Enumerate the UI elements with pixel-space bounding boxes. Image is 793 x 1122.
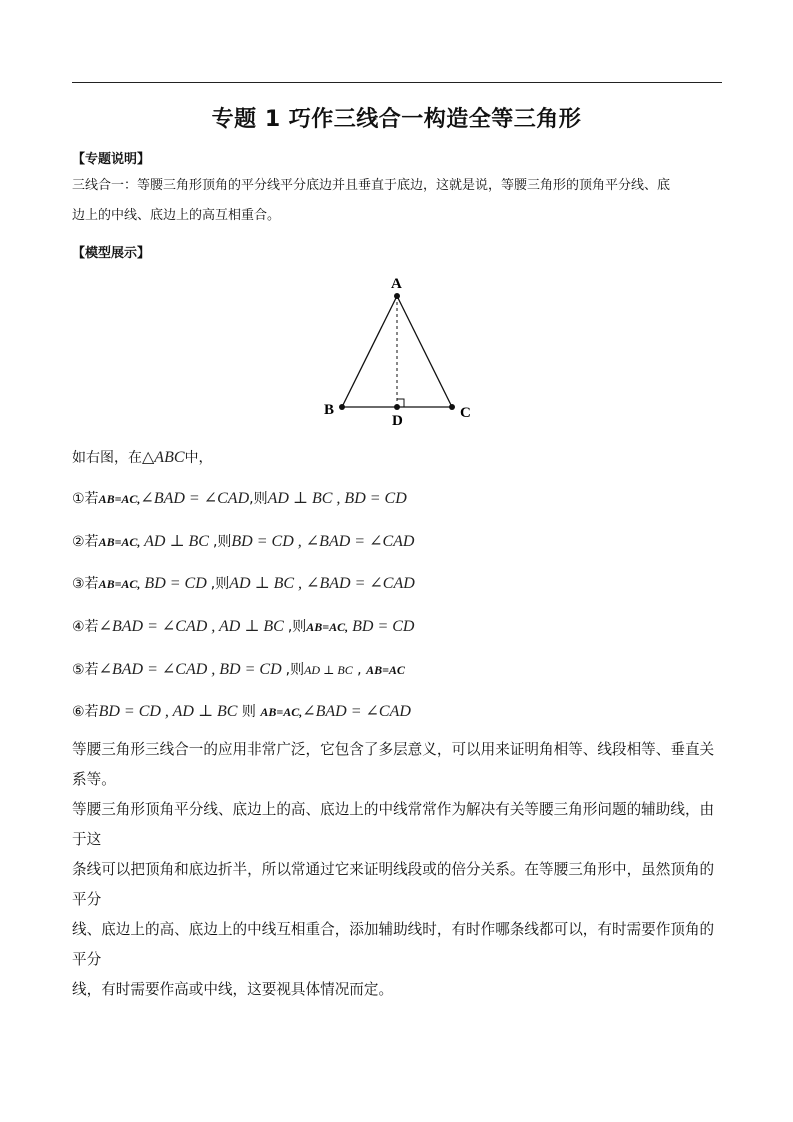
prop-conclusion-small-math: AD ⊥ BC [304, 663, 353, 677]
prop-condition-math: ∠BAD = ∠CAD , BD = CD [98, 661, 286, 678]
section-heading-description: 【专题说明】 [72, 152, 151, 167]
page-title: 专题 1 巧作三线合一构造全等三角形 [211, 107, 582, 132]
closing-paragraph [72, 735, 724, 1005]
description-line-1: 三线合一：等腰三角形顶角的平分线平分底边并且垂直于底边，这就是说，等腰三角形的顶角平分线、底 [72, 178, 671, 193]
prop-conclusion-math: BD = CD , ∠BAD = ∠CAD [231, 533, 415, 550]
description-paragraph [72, 171, 722, 231]
prop-condition-math: ∠BAD = ∠CAD [140, 490, 250, 507]
prop-condition-bold: AB=AC, [98, 535, 141, 549]
prop-condition-math: AD ⊥ BC [140, 533, 213, 550]
proposition-4 [72, 616, 414, 636]
prop-connector: ,则 [287, 619, 307, 635]
description-line-2: 边上的中线、底边上的高互相重合。 [72, 208, 281, 223]
prop-conclusion-math: ∠BAD = ∠CAD [302, 703, 411, 720]
point-d [394, 404, 400, 410]
section-heading-model: 【模型展示】 [72, 246, 151, 261]
closing-line-5: 线，有时需要作高或中线，这要视具体情况而定。 [72, 981, 394, 998]
proposition-1 [72, 488, 407, 508]
closing-line-1: 等腰三角形三线合一的应用非常广泛，它包含了多层意义，可以用来证明角相等、线段相等、垂直关系等。 [72, 741, 715, 788]
prop-connector: ,则 [212, 534, 232, 550]
label-d: D [392, 413, 403, 429]
intro-suffix: 中， [184, 450, 213, 466]
prop-conclusion-bold: AB=AC, [260, 705, 303, 719]
side-ac [397, 296, 452, 407]
prop-connector: ,则 [285, 662, 305, 678]
prop-conclusion-bold: AB=AC [366, 663, 405, 677]
prop-condition-bold: AB=AC, [98, 577, 141, 591]
proposition-5 [72, 659, 405, 679]
prop-connector: ,则 [249, 491, 268, 507]
point-b [339, 404, 345, 410]
prop-index: ①若 [72, 491, 99, 507]
closing-line-4: 线、底边上的高、底边上的中线互相重合，添加辅助线时，有时作哪条线都可以，有时需要作顶角的平分 [72, 921, 715, 968]
proposition-2 [72, 531, 414, 551]
prop-condition-math: BD = CD [140, 575, 211, 592]
proposition-3 [72, 573, 415, 593]
header-rule [72, 82, 722, 83]
prop-conclusion-bold: AB=AC, [306, 620, 349, 634]
label-c: C [460, 405, 471, 421]
point-a [394, 293, 400, 299]
side-ab [342, 296, 397, 407]
prop-condition-bold: AB=AC, [98, 492, 141, 506]
point-c [449, 404, 455, 410]
prop-index: ③若 [72, 576, 99, 592]
intro-line [72, 447, 213, 467]
prop-index: ②若 [72, 534, 99, 550]
intro-prefix: 如右图，在 [72, 450, 142, 466]
prop-index: ⑤若 [72, 662, 99, 678]
intro-math: △ABC [142, 449, 185, 466]
prop-connector: 则 [237, 704, 261, 720]
closing-line-3: 条线可以把顶角和底边折半，所以常通过它来证明线段或的倍分关系。在等腰三角形中，虽然顶角的平分 [72, 861, 715, 908]
prop-index: ⑥若 [72, 704, 99, 720]
prop-conclusion-math: AD ⊥ BC , BD = CD [267, 490, 407, 507]
label-b: B [324, 402, 335, 418]
prop-conclusion-math: BD = CD [348, 618, 415, 635]
closing-line-2: 等腰三角形顶角平分线、底边上的高、底边上的中线常常作为解决有关等腰三角形问题的辅助线，由于这 [72, 801, 715, 848]
prop-condition-math: ∠BAD = ∠CAD , AD ⊥ BC [98, 618, 288, 635]
prop-index: ④若 [72, 619, 99, 635]
isosceles-triangle-figure [316, 270, 486, 430]
prop-condition-math: BD = CD , AD ⊥ BC [98, 703, 238, 720]
label-a: A [391, 276, 402, 292]
prop-separator: , [352, 662, 367, 678]
prop-connector: ,则 [210, 576, 230, 592]
proposition-6 [72, 701, 411, 721]
prop-conclusion-math: AD ⊥ BC , ∠BAD = ∠CAD [229, 575, 415, 592]
